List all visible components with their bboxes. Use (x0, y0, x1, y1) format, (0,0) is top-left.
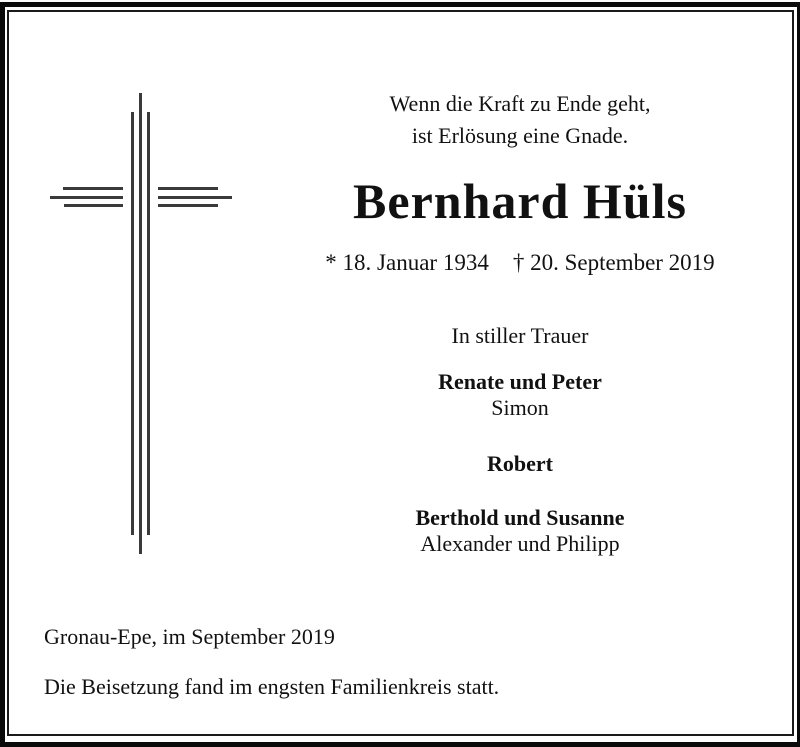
burial-note: Die Beisetzung fand im engsten Familienkreis statt. (44, 674, 500, 699)
mourner-names: Renate und Peter (438, 369, 602, 394)
motto-line-2: ist Erlösung eine Gnade. (411, 123, 629, 148)
death-date: 20. September 2019 (530, 250, 715, 275)
birth-date: 18. Januar 1934 (342, 250, 489, 275)
motto (270, 88, 770, 152)
mourner-group (270, 451, 770, 477)
place-date: Gronau-Epe, im September 2019 (44, 624, 335, 649)
mourner-sub: Simon (491, 395, 549, 420)
mourner-group (270, 505, 770, 557)
motto-line-1: Wenn die Kraft zu Ende geht, (389, 91, 651, 116)
mourning-line: In stiller Trauer (451, 323, 589, 348)
deceased-name: Bernhard Hüls (353, 173, 687, 229)
birth-symbol: * (325, 250, 337, 275)
mourner-names: Berthold und Susanne (415, 505, 625, 530)
mourner-group (270, 369, 770, 421)
mourner-sub: Alexander und Philipp (420, 531, 620, 556)
life-dates (270, 248, 770, 278)
mourner-names: Robert (487, 451, 553, 476)
death-symbol: † (512, 250, 525, 275)
